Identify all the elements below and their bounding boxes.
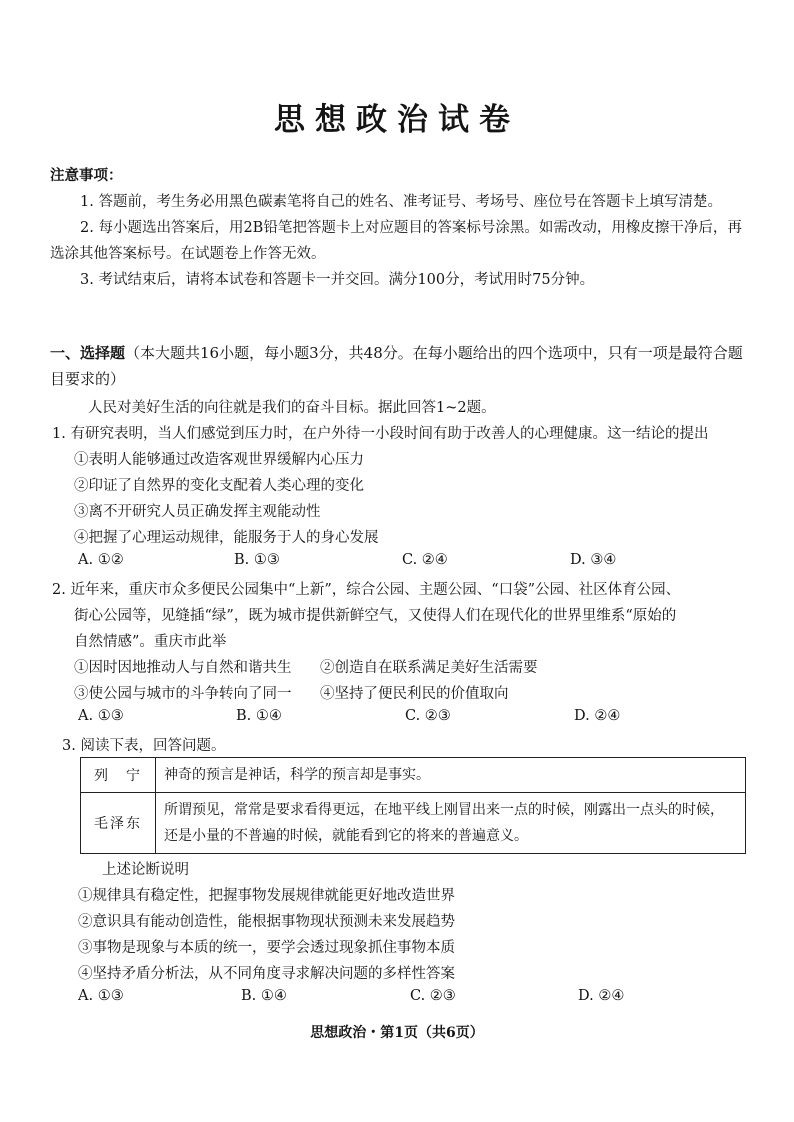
q3-option-d[interactable]: D. ②④ bbox=[578, 988, 625, 1004]
table-row bbox=[81, 793, 746, 854]
q1-option-b[interactable]: B. ①③ bbox=[234, 552, 280, 568]
page-footer: 思想政治・第1页（共6页） bbox=[310, 1025, 484, 1041]
q2-option-a[interactable]: A. ①③ bbox=[78, 708, 124, 724]
table-row bbox=[81, 758, 746, 793]
notice-item: 3. 考试结束后，请将本试卷和答题卡一并交回。满分100分，考试用时75分钟。 bbox=[80, 272, 595, 288]
quote-text: 神奇的预言是神话，科学的预言却是事实。 bbox=[156, 758, 746, 793]
q2-statement: ②创造自在联系满足美好生活需要 bbox=[320, 660, 538, 676]
q2-option-c[interactable]: C. ②③ bbox=[405, 708, 451, 724]
q1-option-d[interactable]: D. ③④ bbox=[570, 552, 617, 568]
q2-option-b[interactable]: B. ①④ bbox=[236, 708, 282, 724]
q2-stem-line: 2. 近年来，重庆市众多便民公园集中“上新”，综合公园、主题公园、“口袋”公园、社区体育公园、 bbox=[52, 582, 681, 598]
q1-statement: ④把握了心理运动规律，能服务于人的身心发展 bbox=[74, 530, 379, 546]
q3-option-b[interactable]: B. ①④ bbox=[241, 988, 287, 1004]
q1-statement: ①表明人能够通过改造客观世界缓解内心压力 bbox=[74, 452, 364, 468]
q3-statement: ②意识具有能动创造性，能根据事物现状预测未来发展趋势 bbox=[78, 914, 455, 930]
notice-heading: 注意事项： bbox=[50, 167, 123, 184]
section-label: 一、选择题 bbox=[50, 344, 126, 362]
page-title: 思想政治试卷 bbox=[274, 102, 520, 138]
q1-option-c[interactable]: C. ②④ bbox=[402, 552, 448, 568]
q1-statement: ③离不开研究人员正确发挥主观能动性 bbox=[74, 504, 321, 520]
section-heading bbox=[50, 340, 750, 392]
q2-statement: ③使公园与城市的斗争转向了同一 bbox=[74, 686, 292, 702]
quote-author: 毛泽东 bbox=[81, 793, 156, 854]
section-instruction: （本大题共16小题，每小题3分，共48分。在每小题给出的四个选项中，只有一项是最符合题目要求的） bbox=[50, 344, 743, 388]
q3-option-a[interactable]: A. ①③ bbox=[78, 988, 124, 1004]
q2-statement: ④坚持了便民利民的价值取向 bbox=[320, 686, 509, 702]
quote-text: 所谓预见，常常是要求看得更远，在地平线上刚冒出来一点的时候，刚露出一点头的时候，还是小量的不普遍的时候，就能看到它的将来的普遍意义。 bbox=[156, 793, 746, 854]
q2-stem-line: 街心公园等，见缝插“绿”，既为城市提供新鲜空气，又使得人们在现代化的世界里维系“原始的 bbox=[74, 608, 677, 624]
q1-stem: 1. 有研究表明，当人们感觉到压力时，在户外待一小段时间有助于改善人的心理健康。这一结论的提出 bbox=[52, 426, 709, 442]
q2-option-d[interactable]: D. ②④ bbox=[574, 708, 621, 724]
q3-statement: ③事物是现象与本质的统一，要学会透过现象抓住事物本质 bbox=[78, 940, 455, 956]
q3-statement: ①规律具有稳定性，把握事物发展规律就能更好地改造世界 bbox=[78, 888, 455, 904]
notice-block bbox=[50, 163, 750, 293]
q2-statement: ①因时因地推动人与自然和谐共生 bbox=[74, 660, 292, 676]
q1-statement: ②印证了自然界的变化支配着人类心理的变化 bbox=[74, 478, 364, 494]
notice-item: 1. 答题前，考生务必用黑色碳素笔将自己的姓名、准考证号、考场号、座位号在答题卡上填写清楚。 bbox=[80, 194, 722, 210]
q1-option-a[interactable]: A. ①② bbox=[78, 552, 124, 568]
quote-table bbox=[80, 757, 746, 854]
q2-stem-line: 自然情感”。重庆市此举 bbox=[74, 634, 227, 650]
notice-item: 2. 每小题选出答案后，用2B铅笔把答题卡上对应题目的答案标号涂黑。如需改动，用橡皮擦干净后，再选涂其他答案标号。在试题卷上作答无效。 bbox=[50, 220, 742, 262]
q3-statement: ④坚持矛盾分析法，从不同角度寻求解决问题的多样性答案 bbox=[78, 966, 455, 982]
q3-lead: 上述论断说明 bbox=[102, 862, 189, 878]
quote-author: 列 宁 bbox=[81, 758, 156, 793]
q3-stem: 3. 阅读下表，回答问题。 bbox=[62, 738, 226, 754]
q3-option-c[interactable]: C. ②③ bbox=[410, 988, 456, 1004]
question-intro: 人民对美好生活的向往就是我们的奋斗目标。据此回答1~2题。 bbox=[88, 400, 496, 416]
